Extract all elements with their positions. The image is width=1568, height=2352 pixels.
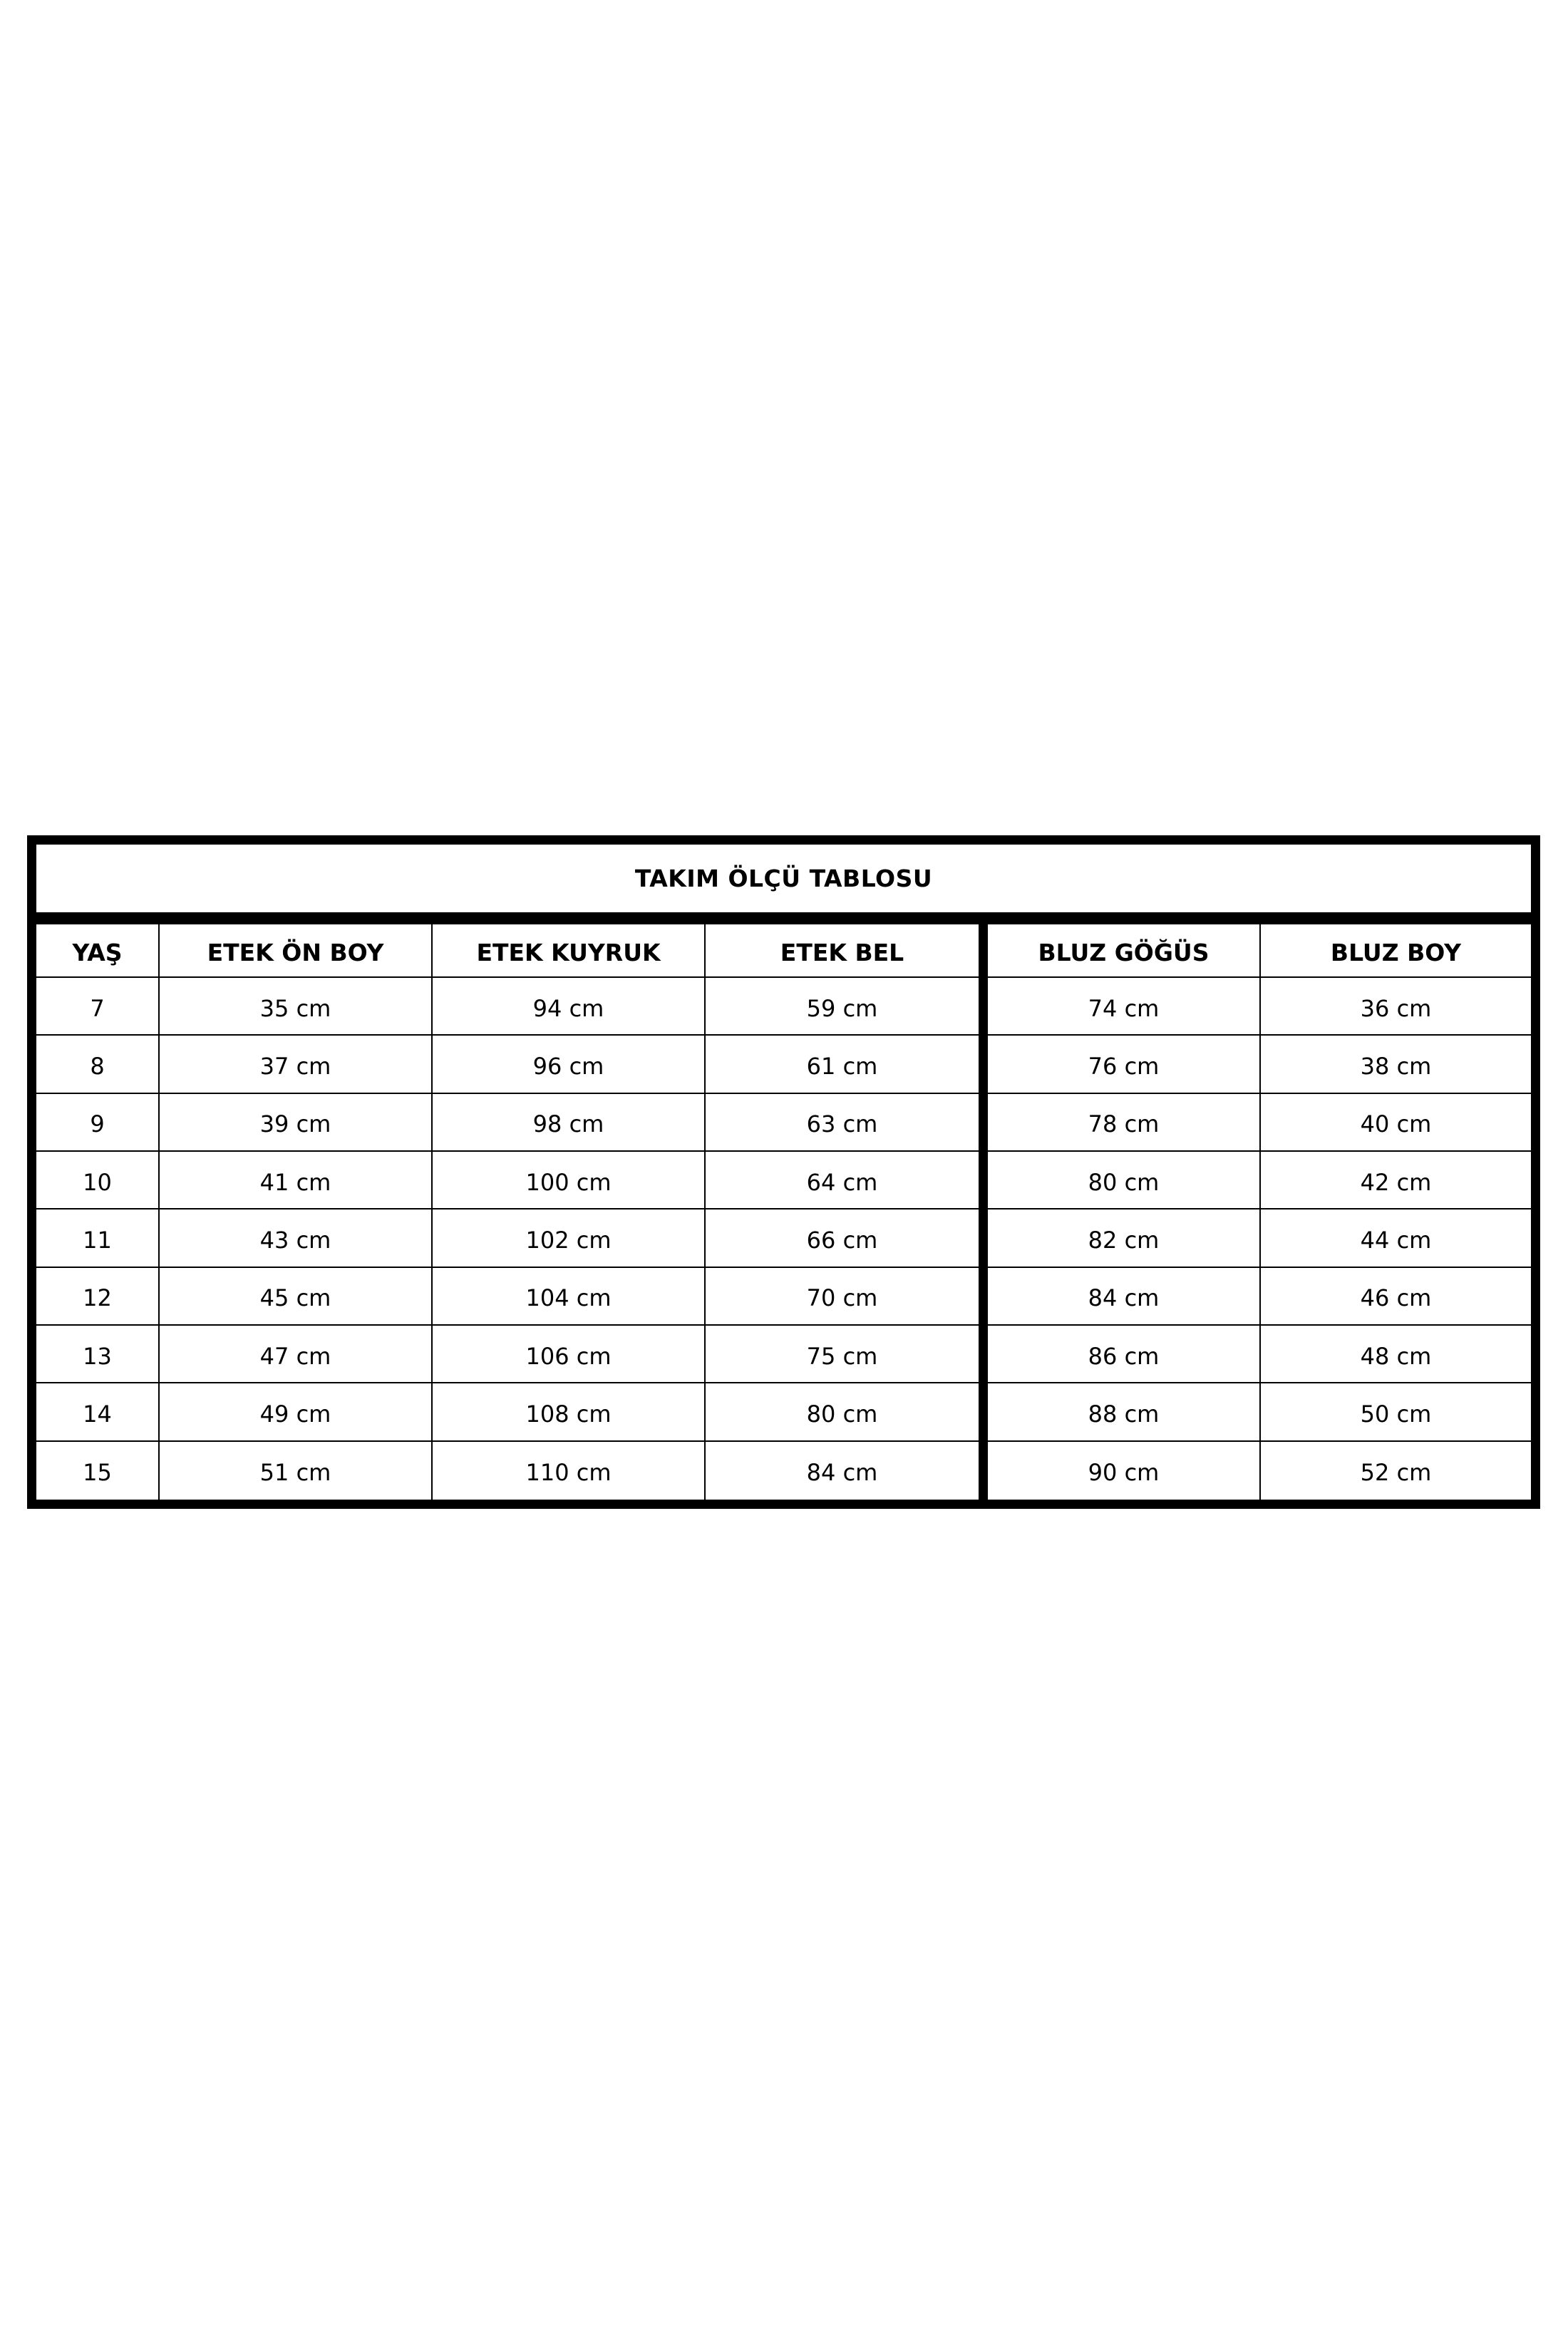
cell-blouse-chest: 76 cm <box>988 1036 1261 1093</box>
cell-skirt-tail: 94 cm <box>433 978 706 1036</box>
cell-blouse-length: 44 cm <box>1261 1209 1531 1267</box>
cell-blouse-length: 46 cm <box>1261 1268 1531 1326</box>
cell-blouse-chest: 90 cm <box>988 1442 1261 1500</box>
cell-blouse-length: 36 cm <box>1261 978 1531 1036</box>
cell-skirt-front-length: 37 cm <box>160 1036 433 1093</box>
cell-blouse-length: 42 cm <box>1261 1152 1531 1209</box>
cell-age: 8 <box>36 1036 160 1093</box>
cell-skirt-tail: 110 cm <box>433 1442 706 1500</box>
cell-skirt-front-length: 51 cm <box>160 1442 433 1500</box>
cell-age: 10 <box>36 1152 160 1209</box>
title-divider <box>36 912 1531 924</box>
cell-age: 14 <box>36 1383 160 1441</box>
cell-blouse-chest: 84 cm <box>988 1268 1261 1326</box>
table-grid <box>36 924 1531 1500</box>
cell-blouse-length: 52 cm <box>1360 1459 1432 1487</box>
cell-skirt-front-length: 45 cm <box>160 1268 433 1326</box>
cell-skirt-front-length: 43 cm <box>160 1209 433 1267</box>
cell-age: 7 <box>36 978 160 1036</box>
cell-blouse-chest: 88 cm <box>988 1383 1261 1441</box>
header-skirt-waist: ETEK BEL <box>706 924 979 978</box>
cell-age: 9 <box>36 1094 160 1152</box>
cell-skirt-front-length: 39 cm <box>160 1094 433 1152</box>
cell-skirt-tail: 104 cm <box>433 1268 706 1326</box>
cell-skirt-front-length: 41 cm <box>160 1152 433 1209</box>
cell-blouse-length: 40 cm <box>1261 1094 1531 1152</box>
cell-blouse-chest: 78 cm <box>988 1094 1261 1152</box>
table-title: TAKIM ÖLÇÜ TABLOSU <box>634 865 933 892</box>
cell-blouse-chest: 80 cm <box>988 1152 1261 1209</box>
cell-skirt-waist: 70 cm <box>706 1268 979 1326</box>
header-skirt-front-length: ETEK ÖN BOY <box>160 924 433 978</box>
cell-skirt-waist: 61 cm <box>706 1036 979 1093</box>
cell-skirt-waist: 63 cm <box>706 1094 979 1152</box>
cell-blouse-length: 48 cm <box>1261 1326 1531 1383</box>
cell-blouse-chest: 74 cm <box>988 978 1261 1036</box>
cell-age: 13 <box>36 1326 160 1383</box>
cell-skirt-tail: 98 cm <box>433 1094 706 1152</box>
cell-skirt-waist: 84 cm <box>806 1459 878 1487</box>
cell-age: 12 <box>36 1268 160 1326</box>
cell-blouse-chest: 86 cm <box>988 1326 1261 1383</box>
cell-skirt-waist: 80 cm <box>706 1383 979 1441</box>
cell-skirt-front-length: 47 cm <box>160 1326 433 1383</box>
cell-blouse-length: 50 cm <box>1261 1383 1531 1441</box>
cell-age: 11 <box>36 1209 160 1267</box>
cell-skirt-waist: 75 cm <box>706 1326 979 1383</box>
cell-skirt-tail: 108 cm <box>433 1383 706 1441</box>
cell-skirt-waist: 66 cm <box>706 1209 979 1267</box>
cell-skirt-tail: 100 cm <box>433 1152 706 1209</box>
cell-blouse-length: 38 cm <box>1261 1036 1531 1093</box>
cell-skirt-waist: 64 cm <box>706 1152 979 1209</box>
cell-skirt-waist: 59 cm <box>706 978 979 1036</box>
cell-skirt-tail: 106 cm <box>433 1326 706 1383</box>
cell-skirt-tail: 102 cm <box>433 1209 706 1267</box>
cell-blouse-chest: 82 cm <box>988 1209 1261 1267</box>
cell-skirt-front-length: 35 cm <box>160 978 433 1036</box>
cell-age: 15 <box>36 1442 160 1500</box>
header-blouse-chest: BLUZ GÖĞÜS <box>988 924 1261 978</box>
header-blouse-length: BLUZ BOY <box>1261 924 1531 978</box>
header-skirt-tail: ETEK KUYRUK <box>433 924 706 978</box>
cell-skirt-front-length: 49 cm <box>160 1383 433 1441</box>
column-group-separator <box>979 924 988 1500</box>
header-age: YAŞ <box>36 924 160 978</box>
cell-skirt-tail: 96 cm <box>433 1036 706 1093</box>
size-table <box>27 835 1540 1509</box>
